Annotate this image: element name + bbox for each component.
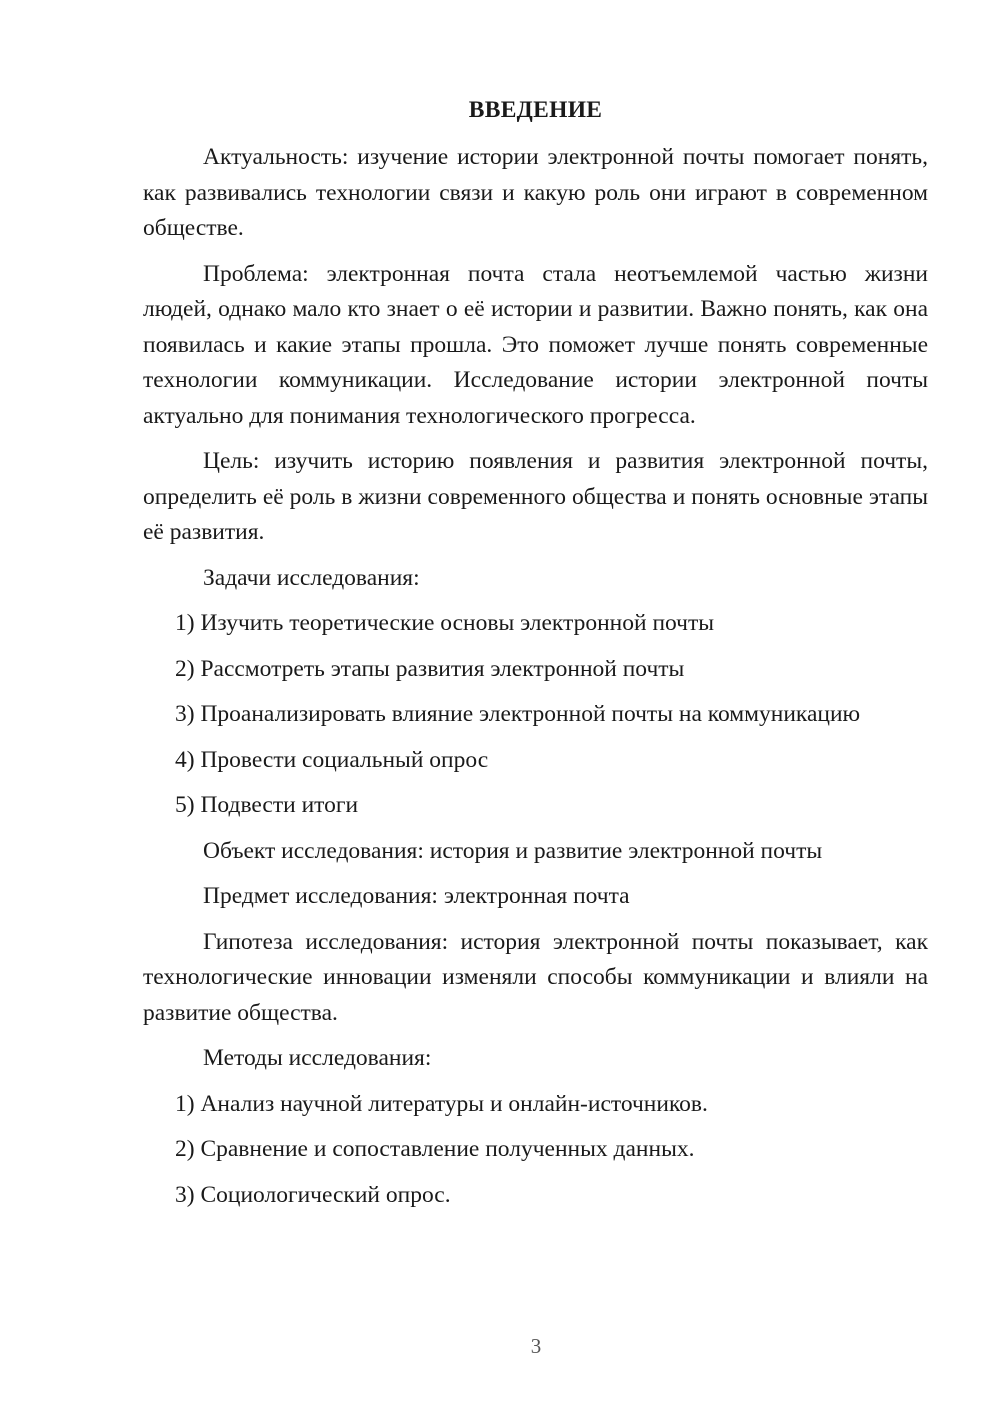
- methods-heading: Методы исследования:: [203, 1045, 432, 1071]
- method-item: 3) Социологический опрос.: [175, 1181, 451, 1208]
- method-item: 2) Сравнение и сопоставление полученных данных.: [175, 1136, 695, 1162]
- object-line: Объект исследования: история и развитие электронной почты: [203, 837, 823, 864]
- task-item: 1) Изучить теоретические основы электронной почты: [175, 610, 715, 636]
- page-number: 3: [530, 1334, 542, 1358]
- relevance-paragraph: Актуальность: изучение истории электронной почты помогает понять, как развивались технологии связи и какую роль они играют в современном обществе.: [143, 144, 928, 241]
- task-item: 3) Проанализировать влияние электронной почты на коммуникацию: [175, 701, 861, 727]
- hypothesis-paragraph: Гипотеза исследования: история электронной почты показывает, как технологические инновации изменяли способы коммуникации и влияли на развитие общества.: [143, 928, 928, 1026]
- method-item: 1) Анализ научной литературы и онлайн-источников.: [175, 1090, 708, 1117]
- subject-line: Предмет исследования: электронная почта: [203, 883, 630, 909]
- task-item: 4) Провести социальный опрос: [175, 746, 489, 773]
- task-item: 2) Рассмотреть этапы развития электронной почты: [175, 655, 685, 682]
- goal-paragraph: Цель: изучить историю появления и развития электронной почты, определить её роль в жизни современного общества и понять основные этапы её развития.: [143, 448, 928, 545]
- problem-paragraph: Проблема: электронная почта стала неотъемлемой частью жизни людей, однако мало кто знает о её истории и развитии. Важно понять, как она появилась и какие этапы прошла. Это поможет лучше понять современные технологии коммуникации. Исследование истории электронной почты актуально для понимания технологического прогресса.: [143, 260, 928, 429]
- page-title: ВВЕДЕНИЕ: [468, 97, 603, 123]
- task-item: 5) Подвести итоги: [175, 792, 359, 818]
- page-content: [143, 92, 928, 1223]
- tasks-heading: Задачи исследования:: [203, 564, 420, 591]
